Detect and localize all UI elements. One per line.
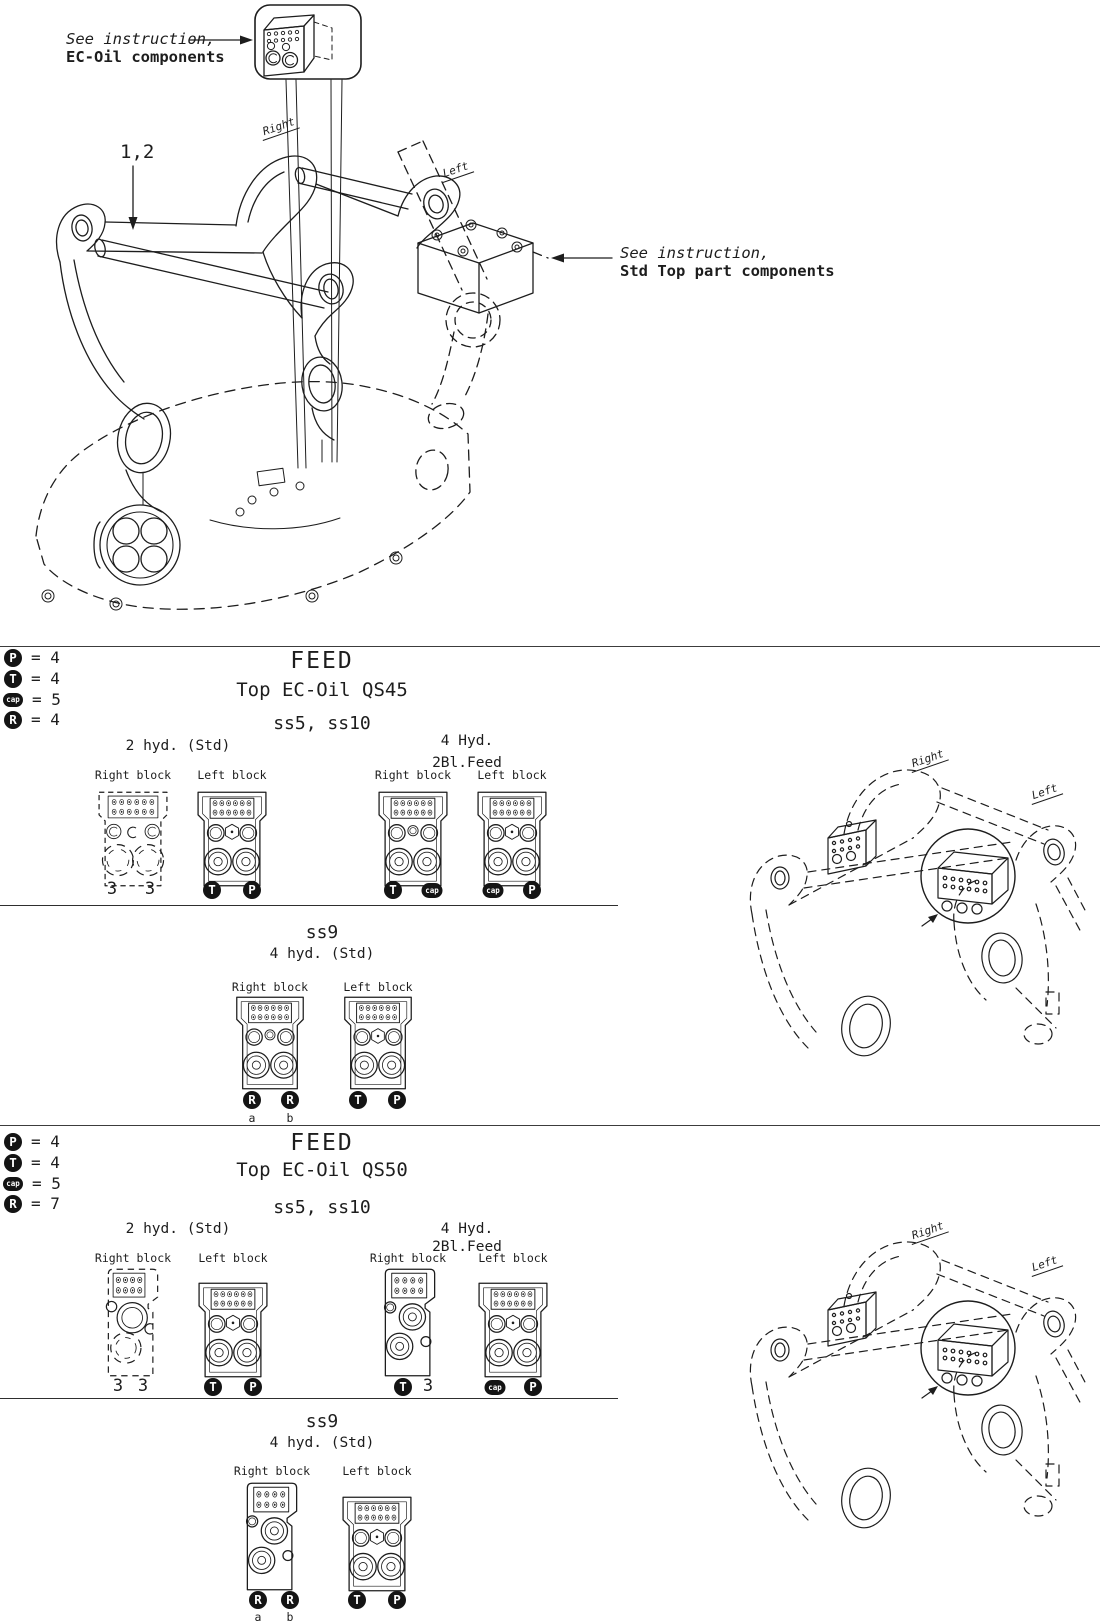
legend-value: = 4	[31, 710, 60, 729]
variant-label: 2Bl.Feed	[432, 755, 502, 771]
p-port-badge: P	[244, 1378, 262, 1396]
legend-row-r	[4, 1194, 60, 1213]
p-port-badge: P	[388, 1091, 406, 1109]
top-assembly-drawing	[0, 0, 1100, 648]
variant-label: 4 Hyd.	[440, 733, 494, 749]
section-subtitle: Top EC-Oil QS45	[236, 679, 408, 701]
dir-left-label: Left	[438, 158, 474, 183]
r-port-badge: R	[281, 1591, 299, 1609]
block-label: Left block	[198, 1251, 268, 1265]
block-label: Left block	[343, 980, 413, 994]
group-title-ss5-ss10: ss5, ss10	[273, 1197, 371, 1218]
hydraulic-block-graphic	[241, 1480, 303, 1593]
t-port-badge: T	[349, 1091, 367, 1109]
section-title: FEED	[290, 1130, 354, 1156]
port-label: 3	[106, 879, 118, 899]
group-title-ss9: ss9	[305, 922, 339, 943]
legend-row-r	[4, 710, 60, 729]
p-port-badge: P	[4, 1133, 22, 1151]
callout-line-1: See instruction,	[620, 244, 770, 262]
std-callout-text	[620, 244, 835, 280]
divider	[0, 1398, 618, 1399]
legend-value: = 5	[32, 1174, 61, 1193]
legend-row-cap	[3, 1174, 61, 1193]
block-label: Left block	[478, 1251, 548, 1265]
t-port-badge: T	[4, 1154, 22, 1172]
t-port-badge: T	[394, 1378, 412, 1396]
legend-row-t	[4, 669, 60, 688]
t-port-badge: T	[384, 881, 402, 899]
legend-row-p	[4, 1132, 60, 1151]
hydraulic-block-graphic	[473, 1281, 553, 1379]
cap-port-badge: cap	[3, 693, 23, 707]
legend-value: = 4	[31, 1132, 60, 1151]
dir-right-label: Right	[258, 114, 300, 141]
p-port-badge: P	[388, 1591, 406, 1609]
p-port-badge: P	[4, 649, 22, 667]
hydraulic-block-graphic	[338, 995, 418, 1091]
port-sub-label: b	[286, 1610, 294, 1624]
hydraulic-block-graphic	[373, 790, 453, 888]
cap-port-badge: cap	[422, 883, 443, 898]
variant-label: 2Bl.Feed	[432, 1239, 502, 1255]
legend-value: = 4	[31, 648, 60, 667]
hydraulic-block-graphic	[337, 1495, 417, 1593]
cap-port-badge: cap	[3, 1177, 23, 1191]
block-label: Left block	[477, 768, 547, 782]
port-label: 3	[137, 1376, 149, 1396]
port-label: 3	[422, 1376, 434, 1396]
t-port-badge: T	[204, 1378, 222, 1396]
callout-line-2: Std Top part components	[620, 262, 835, 280]
r-port-badge: R	[281, 1091, 299, 1109]
cap-port-badge: cap	[485, 1380, 506, 1395]
r-port-badge: R	[243, 1091, 261, 1109]
variant-label: 2 hyd. (Std)	[125, 738, 231, 754]
legend-row-t	[4, 1153, 60, 1172]
divider	[0, 905, 618, 906]
dir-right-label: Right	[907, 746, 949, 773]
hydraulic-block-graphic	[102, 1266, 164, 1379]
side-drawing-qs45	[716, 726, 1088, 1098]
dir-left-label: Left	[1027, 780, 1063, 805]
variant-label: 2 hyd. (Std)	[125, 1221, 231, 1237]
hydraulic-block-graphic	[472, 790, 552, 888]
hydraulic-block-graphic	[193, 1281, 273, 1379]
section-title: FEED	[290, 648, 354, 674]
variant-label: 4 hyd. (Std)	[269, 1435, 375, 1451]
port-sub-label: a	[254, 1610, 262, 1624]
legend-value: = 5	[32, 690, 61, 709]
block-label: Right block	[94, 768, 172, 782]
port-label: 3	[112, 1376, 124, 1396]
divider	[0, 646, 1100, 647]
legend-row-cap	[3, 690, 61, 709]
t-port-badge: T	[203, 881, 221, 899]
hydraulic-block-graphic	[230, 995, 310, 1091]
variant-label: 4 hyd. (Std)	[269, 946, 375, 962]
legend-row-p	[4, 648, 60, 667]
t-port-badge: T	[348, 1591, 366, 1609]
callout-line-2: EC-Oil components	[66, 48, 225, 66]
variant-label: 4 Hyd.	[440, 1221, 494, 1237]
divider	[0, 1125, 1100, 1126]
r-port-badge: R	[249, 1591, 267, 1609]
p-port-badge: P	[524, 1378, 542, 1396]
side-coupler-drawing	[716, 1198, 1088, 1570]
dir-left-label: Left	[1027, 1252, 1063, 1277]
port-sub-label: b	[286, 1111, 294, 1125]
p-port-badge: P	[523, 881, 541, 899]
block-label: Right block	[94, 1251, 172, 1265]
block-label: Right block	[374, 768, 452, 782]
hydraulic-block-graphic	[93, 790, 173, 888]
r-port-badge: R	[4, 711, 22, 729]
hydraulic-block-graphic	[379, 1266, 441, 1379]
ecoil-callout-text	[66, 30, 225, 66]
legend-value: = 4	[31, 1153, 60, 1172]
side-drawing-qs50	[716, 1198, 1088, 1578]
t-port-badge: T	[4, 670, 22, 688]
block-label: Right block	[233, 1464, 311, 1478]
dir-right-label: Right	[907, 1218, 949, 1245]
port-sub-label: a	[248, 1111, 256, 1125]
section-subtitle: Top EC-Oil QS50	[236, 1159, 408, 1181]
block-label: Left block	[197, 768, 267, 782]
block-label: Right block	[369, 1251, 447, 1265]
legend-value: = 4	[31, 669, 60, 688]
ref-label-1-2: 1,2	[120, 141, 155, 163]
callout-line-1: See instruction,	[66, 30, 216, 48]
block-label: Left block	[342, 1464, 412, 1478]
side-coupler-drawing	[716, 726, 1088, 1098]
r-port-badge: R	[4, 1195, 22, 1213]
legend-value: = 7	[31, 1194, 60, 1213]
cap-port-badge: cap	[483, 883, 504, 898]
port-label: 3	[144, 879, 156, 899]
p-port-badge: P	[243, 881, 261, 899]
block-label: Right block	[231, 980, 309, 994]
group-title-ss9: ss9	[305, 1411, 339, 1432]
group-title-ss5-ss10: ss5, ss10	[273, 713, 371, 734]
hydraulic-block-graphic	[192, 790, 272, 888]
